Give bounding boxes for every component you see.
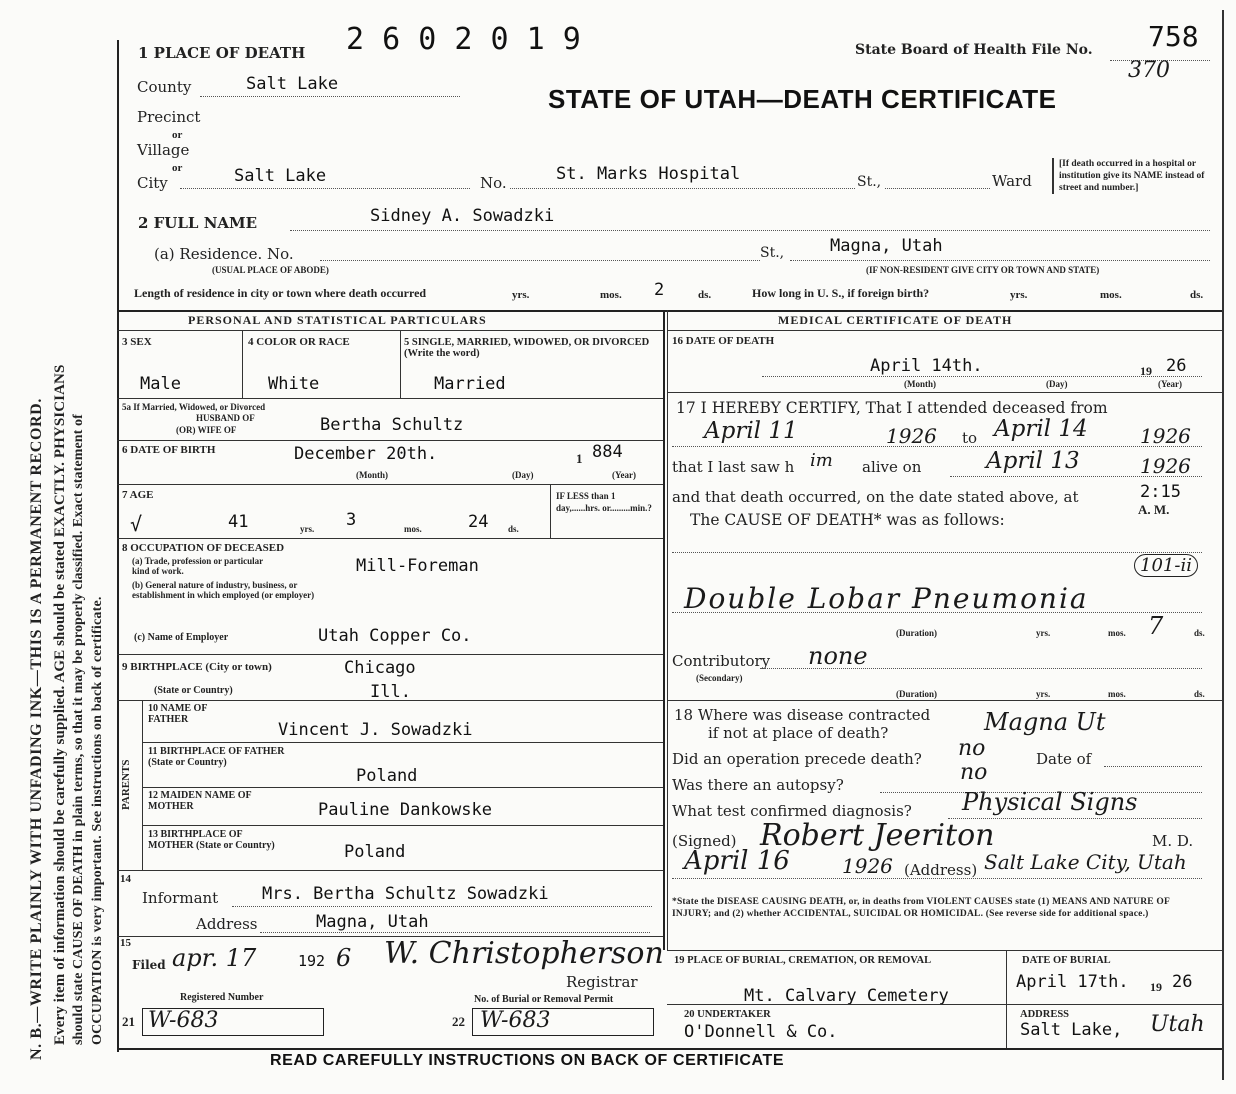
name-line <box>290 230 1210 231</box>
certify-line <box>672 446 1202 447</box>
alive-on-label: alive on <box>862 458 922 476</box>
age-years: 41 <box>228 512 249 532</box>
cause-line-1 <box>672 552 1202 553</box>
ward-note <box>1052 158 1219 194</box>
sidebar-note-2: Every item of information should be carefully supplied. AGE should be stated EXACTLY. PHYSICIANS <box>52 364 68 1045</box>
m-line-1 <box>667 330 1222 331</box>
m-line-2 <box>667 392 1222 393</box>
contributory-value: none <box>808 642 868 670</box>
certificate-number: 2 6 0 2 0 1 9 <box>346 22 581 57</box>
medical-section-title: MEDICAL CERTIFICATE OF DEATH <box>778 313 1013 327</box>
burial-vline <box>1006 950 1007 1048</box>
registrar-signature: W. Christopherson <box>384 936 664 971</box>
physician-address: Salt Lake City, Utah <box>984 850 1187 874</box>
age-yrs-lbl: yrs. <box>300 524 315 534</box>
last-saw-year: 1926 <box>1140 454 1191 478</box>
or-label-2: or <box>172 162 183 174</box>
am-label: A. M. <box>1138 502 1170 517</box>
occupation-value: Mill-Foreman <box>356 556 479 576</box>
attended-to-year: 1926 <box>1140 424 1191 448</box>
file-number: 758 <box>1148 20 1199 53</box>
footer-instructions: READ CAREFULLY INSTRUCTIONS ON BACK OF CERTIFICATE <box>270 1052 785 1069</box>
undertaker-value: O'Donnell & Co. <box>684 1022 838 1042</box>
disease-code: 101-ii <box>1134 554 1198 577</box>
length-mos: mos. <box>600 289 622 301</box>
parents-label: PARENTS <box>120 759 132 810</box>
dob-year-prefix: 1 <box>576 451 583 466</box>
occurred-label: and that death occurred, on the date stated above, at <box>672 488 1079 506</box>
informant-address-label: Address <box>196 915 258 933</box>
occupation-a-label: (a) Trade, profession or particular kind of work. <box>132 556 263 576</box>
sex-value: Male <box>140 374 181 394</box>
residence-street-label: St., <box>760 245 785 261</box>
occupation-label: 8 OCCUPATION OF DECEASED <box>122 542 285 554</box>
county-label: County <box>137 78 192 96</box>
m-line-4 <box>667 950 1222 951</box>
residence-label: (a) Residence. No. <box>154 245 294 263</box>
test-value: Physical Signs <box>962 788 1138 816</box>
us-mos: mos. <box>1100 289 1122 301</box>
mother-value: Pauline Dankowske <box>318 800 492 820</box>
p-line-3 <box>117 440 663 441</box>
marital-value: Married <box>434 374 506 394</box>
file-number-handwritten: 370 <box>1128 58 1170 83</box>
center-divider-2 <box>667 310 668 950</box>
dod-line <box>762 376 1202 377</box>
filed-year: 6 <box>336 944 352 972</box>
informant-address: Magna, Utah <box>316 912 429 932</box>
full-name-value: Sidney A. Sowadzki <box>370 206 555 226</box>
spouse-label-c: (OR) WIFE OF <box>176 425 237 435</box>
mother-birthplace-label: 13 BIRTHPLACE OF MOTHER (State or Country) <box>148 829 275 851</box>
village-label: Village <box>137 141 190 159</box>
ward-label: Ward <box>992 172 1032 190</box>
md-label: M. D. <box>1152 832 1194 850</box>
precinct-label: Precinct <box>137 108 201 126</box>
mother-birthplace: Poland <box>344 842 406 862</box>
age-mos-lbl: mos. <box>404 524 422 534</box>
parents-vline <box>142 700 143 870</box>
filed-year-prefix: 192 <box>298 952 326 970</box>
p-line-10 <box>142 825 663 826</box>
place-of-death-label: 1 PLACE OF DEATH <box>138 44 306 62</box>
occupation-b-label: (b) General nature of industry, business, or establishment in which employed (or employer) <box>132 580 315 600</box>
dob-year-lbl: (Year) <box>612 470 636 480</box>
duration-ds-1: ds. <box>1194 628 1205 638</box>
marital-label: 5 SINGLE, MARRIED, WIDOWED, OR DIVORCED (Write the word) <box>404 337 650 359</box>
test-label: What test confirmed diagnosis? <box>672 802 912 820</box>
contributory-label: Contributory <box>672 652 771 670</box>
p-line-1 <box>117 330 663 331</box>
birthplace-state: Ill. <box>370 682 411 702</box>
last-saw-hand: im <box>810 450 833 471</box>
us-residence-label: How long in U. S., if foreign birth? <box>752 286 930 300</box>
burial-place-label: 19 PLACE OF BURIAL, CREMATION, OR REMOVAL <box>674 955 932 966</box>
spouse-label-a: 5a If Married, Widowed, or Divorced <box>122 402 266 412</box>
residence-line <box>320 260 760 261</box>
duration-label-2: (Duration) <box>896 689 937 699</box>
informant-line <box>232 906 652 907</box>
city-value: Salt Lake <box>234 166 327 186</box>
length-of-residence-label: Length of residence in city or town where death occurred <box>134 286 427 300</box>
burial-permit-number: W-683 <box>480 1008 551 1033</box>
to-label: to <box>962 429 978 447</box>
employer-value: Utah Copper Co. <box>318 626 472 646</box>
sidebar-note-1: N. B.—WRITE PLAINLY WITH UNFADING INK—THIS IS A PERMANENT RECORD. <box>28 398 45 1060</box>
dob-year: 884 <box>592 442 623 462</box>
p-vline-sex <box>242 330 243 398</box>
cause-footnote: *State the DISEASE CAUSING DEATH, or, in deaths from VIOLENT CAUSES state (1) MEANS AND NATURE OF INJURY; and (2) whether ACCIDENTAL, SUICIDAL OR HOMICIDAL. (See reverse side for additional space.) <box>672 897 1170 919</box>
no-label: No. <box>480 174 507 192</box>
undertaker-address: Salt Lake, <box>1020 1020 1123 1040</box>
length-yrs: yrs. <box>512 289 530 301</box>
filed-date: apr. 17 <box>172 944 257 972</box>
county-value: Salt Lake <box>246 74 339 94</box>
dod-month-lbl: (Month) <box>904 379 936 389</box>
file-number-label: State Board of Health File No. <box>855 42 1093 58</box>
duration-mos-2: mos. <box>1108 689 1126 699</box>
spouse-label-b: HUSBAND OF <box>196 413 255 423</box>
city-label: City <box>137 174 168 192</box>
age-ds-lbl: ds. <box>508 524 519 534</box>
date-of-death-value: April 14th. <box>870 356 983 376</box>
duration-label-1: (Duration) <box>896 628 937 638</box>
attended-to-date: April 14 <box>994 416 1088 442</box>
left-border <box>117 40 119 1052</box>
death-time: 2:15 <box>1140 482 1181 502</box>
burial-permit-label: No. of Burial or Removal Permit <box>474 994 614 1005</box>
section-top-line <box>117 310 1222 312</box>
death-year-prefix: 19 <box>1140 364 1152 378</box>
attended-from-date: April 11 <box>704 418 798 444</box>
cause-label: The CAUSE OF DEATH* was as follows: <box>690 511 1005 529</box>
personal-section-title: PERSONAL AND STATISTICAL PARTICULARS <box>188 313 487 327</box>
dob-value: December 20th. <box>294 444 438 464</box>
dob-month-lbl: (Month) <box>356 470 388 480</box>
sig-line <box>672 878 1202 879</box>
or-label-1: or <box>172 129 183 141</box>
father-birthplace-label: 11 BIRTHPLACE OF FATHER (State or Country) <box>148 746 285 768</box>
spouse-value: Bertha Schultz <box>320 415 464 435</box>
operation-value: no <box>958 736 986 761</box>
right-border <box>1222 10 1224 1080</box>
disease-contracted-value: Magna Ut <box>984 708 1106 736</box>
duration-ds-2: ds. <box>1194 689 1205 699</box>
registered-number: W-683 <box>148 1008 219 1033</box>
last-saw-line <box>950 476 1202 477</box>
employer-label: (c) Name of Employer <box>134 632 229 643</box>
informant-value: Mrs. Bertha Schultz Sowadzki <box>262 884 549 904</box>
p-line-2 <box>117 398 663 399</box>
birthplace-city: Chicago <box>344 658 416 678</box>
filed-num: 15 <box>120 937 131 949</box>
us-yrs: yrs. <box>1010 289 1028 301</box>
disease-contracted-label-b: if not at place of death? <box>708 724 889 742</box>
duration-value: 7 <box>1148 612 1164 640</box>
last-saw-date: April 13 <box>986 448 1080 474</box>
undertaker-address-hand: Utah <box>1150 1012 1205 1037</box>
p-vline-color <box>400 330 401 398</box>
birthplace-state-label: (State or Country) <box>154 685 233 696</box>
m-line-3 <box>667 700 1222 701</box>
duration-yrs-1: yrs. <box>1036 628 1051 638</box>
bottom-border <box>117 1048 1222 1050</box>
attended-from-year: 1926 <box>886 424 937 448</box>
secondary-label: (Secondary) <box>696 673 743 683</box>
filed-label: Filed <box>132 958 166 972</box>
color-label: 4 COLOR OR RACE <box>248 336 350 348</box>
age-label: 7 AGE <box>122 489 154 501</box>
father-value: Vincent J. Sowadzki <box>278 720 473 740</box>
p-line-9 <box>142 787 663 788</box>
nonresident-note: (IF NON-RESIDENT GIVE CITY OR TOWN AND STATE) <box>866 265 1100 275</box>
us-ds: ds. <box>1190 289 1204 301</box>
signed-year: 1926 <box>842 854 893 878</box>
physician-signature: Robert Jeeriton <box>760 818 995 853</box>
address-line <box>260 932 650 933</box>
sidebar-note-4: OCCUPATION is very important. See instructions on back of certificate. <box>90 596 105 1045</box>
disease-contracted-label-a: 18 Where was disease contracted <box>674 706 931 724</box>
burial-date: April 17th. <box>1016 972 1129 992</box>
no-line <box>510 188 855 189</box>
burial-year-prefix: 19 <box>1150 980 1162 994</box>
last-saw-label: that I last saw h <box>672 458 795 476</box>
length-value: 2 <box>654 280 665 300</box>
cause-line-2 <box>672 612 1202 613</box>
physician-address-label: (Address) <box>904 861 978 879</box>
usual-abode-note: (USUAL PLACE OF ABODE) <box>212 265 329 275</box>
burial-place-value: Mt. Calvary Cemetery <box>744 986 949 1006</box>
operation-date-label: Date of <box>1036 750 1092 768</box>
no-value: St. Marks Hospital <box>556 164 741 184</box>
signed-label: (Signed) <box>672 832 737 850</box>
color-value: White <box>268 374 320 394</box>
dob-day-lbl: (Day) <box>512 470 534 480</box>
residence-city-line <box>790 260 1210 261</box>
p-line-7 <box>117 700 663 701</box>
city-line <box>180 188 470 189</box>
p-line-4 <box>117 484 663 485</box>
age-check: √ <box>130 512 143 536</box>
residence-value: Magna, Utah <box>830 236 943 256</box>
p-line-8 <box>142 742 663 743</box>
m-line-5 <box>667 1004 1222 1005</box>
informant-num: 14 <box>120 873 131 885</box>
sex-label: 3 SEX <box>122 336 152 348</box>
dod-year-lbl: (Year) <box>1158 379 1182 389</box>
contrib-line <box>760 668 1202 669</box>
signed-date: April 16 <box>684 846 790 876</box>
informant-label: Informant <box>142 889 219 907</box>
p-line-5 <box>117 538 663 539</box>
operation-label: Did an operation precede death? <box>672 750 922 768</box>
undertaker-address-label: ADDRESS <box>1020 1009 1070 1020</box>
registered-number-label: Registered Number <box>180 992 264 1003</box>
age-days: 24 <box>468 512 489 532</box>
less-than-note: IF LESS than 1 day,......hrs. or.........min.? <box>556 491 652 513</box>
length-ds: ds. <box>698 289 712 301</box>
center-divider <box>663 310 665 950</box>
date-of-death-label: 16 DATE OF DEATH <box>672 335 775 347</box>
permit-prefix: 22 <box>452 1014 465 1029</box>
father-birthplace: Poland <box>356 766 418 786</box>
op-date-line <box>1104 766 1202 767</box>
autopsy-label: Was there an autopsy? <box>672 776 844 794</box>
dob-label: 6 DATE OF BIRTH <box>122 444 216 456</box>
cause-of-death: Double Lobar Pneumonia <box>684 582 1089 615</box>
age-months: 3 <box>346 510 357 530</box>
duration-yrs-2: yrs. <box>1036 689 1051 699</box>
county-line <box>200 96 460 97</box>
undertaker-label: 20 UNDERTAKER <box>684 1009 771 1020</box>
sidebar-note-3: should state CAUSE OF DEATH in plain terms, so that it may be properly classified. Exact statement of <box>71 414 86 1045</box>
father-label: 10 NAME OF FATHER <box>148 703 208 725</box>
certify-label: 17 I HEREBY CERTIFY, That I attended deceased from <box>676 399 1108 417</box>
street-label: St., <box>857 174 882 190</box>
registrar-label: Registrar <box>566 973 638 991</box>
p-line-11 <box>117 870 663 871</box>
dod-day-lbl: (Day) <box>1046 379 1068 389</box>
burial-date-label: DATE OF BURIAL <box>1022 955 1111 966</box>
burial-year: 26 <box>1172 972 1193 992</box>
reg-num-prefix: 21 <box>122 1014 135 1029</box>
p-vline-age <box>550 484 551 538</box>
ward-note-text: [If death occurred in a hospital or institution give its NAME instead of street and number.] <box>1059 159 1205 193</box>
duration-mos-1: mos. <box>1108 628 1126 638</box>
certificate-title: STATE OF UTAH—DEATH CERTIFICATE <box>548 84 1057 114</box>
p-line-6 <box>117 654 663 655</box>
autopsy-value: no <box>960 760 988 785</box>
mother-label: 12 MAIDEN NAME OF MOTHER <box>148 790 252 812</box>
ward-line <box>885 188 990 189</box>
birthplace-label: 9 BIRTHPLACE (City or town) <box>122 661 272 673</box>
death-year: 26 <box>1166 356 1187 376</box>
full-name-label: 2 FULL NAME <box>138 214 258 232</box>
